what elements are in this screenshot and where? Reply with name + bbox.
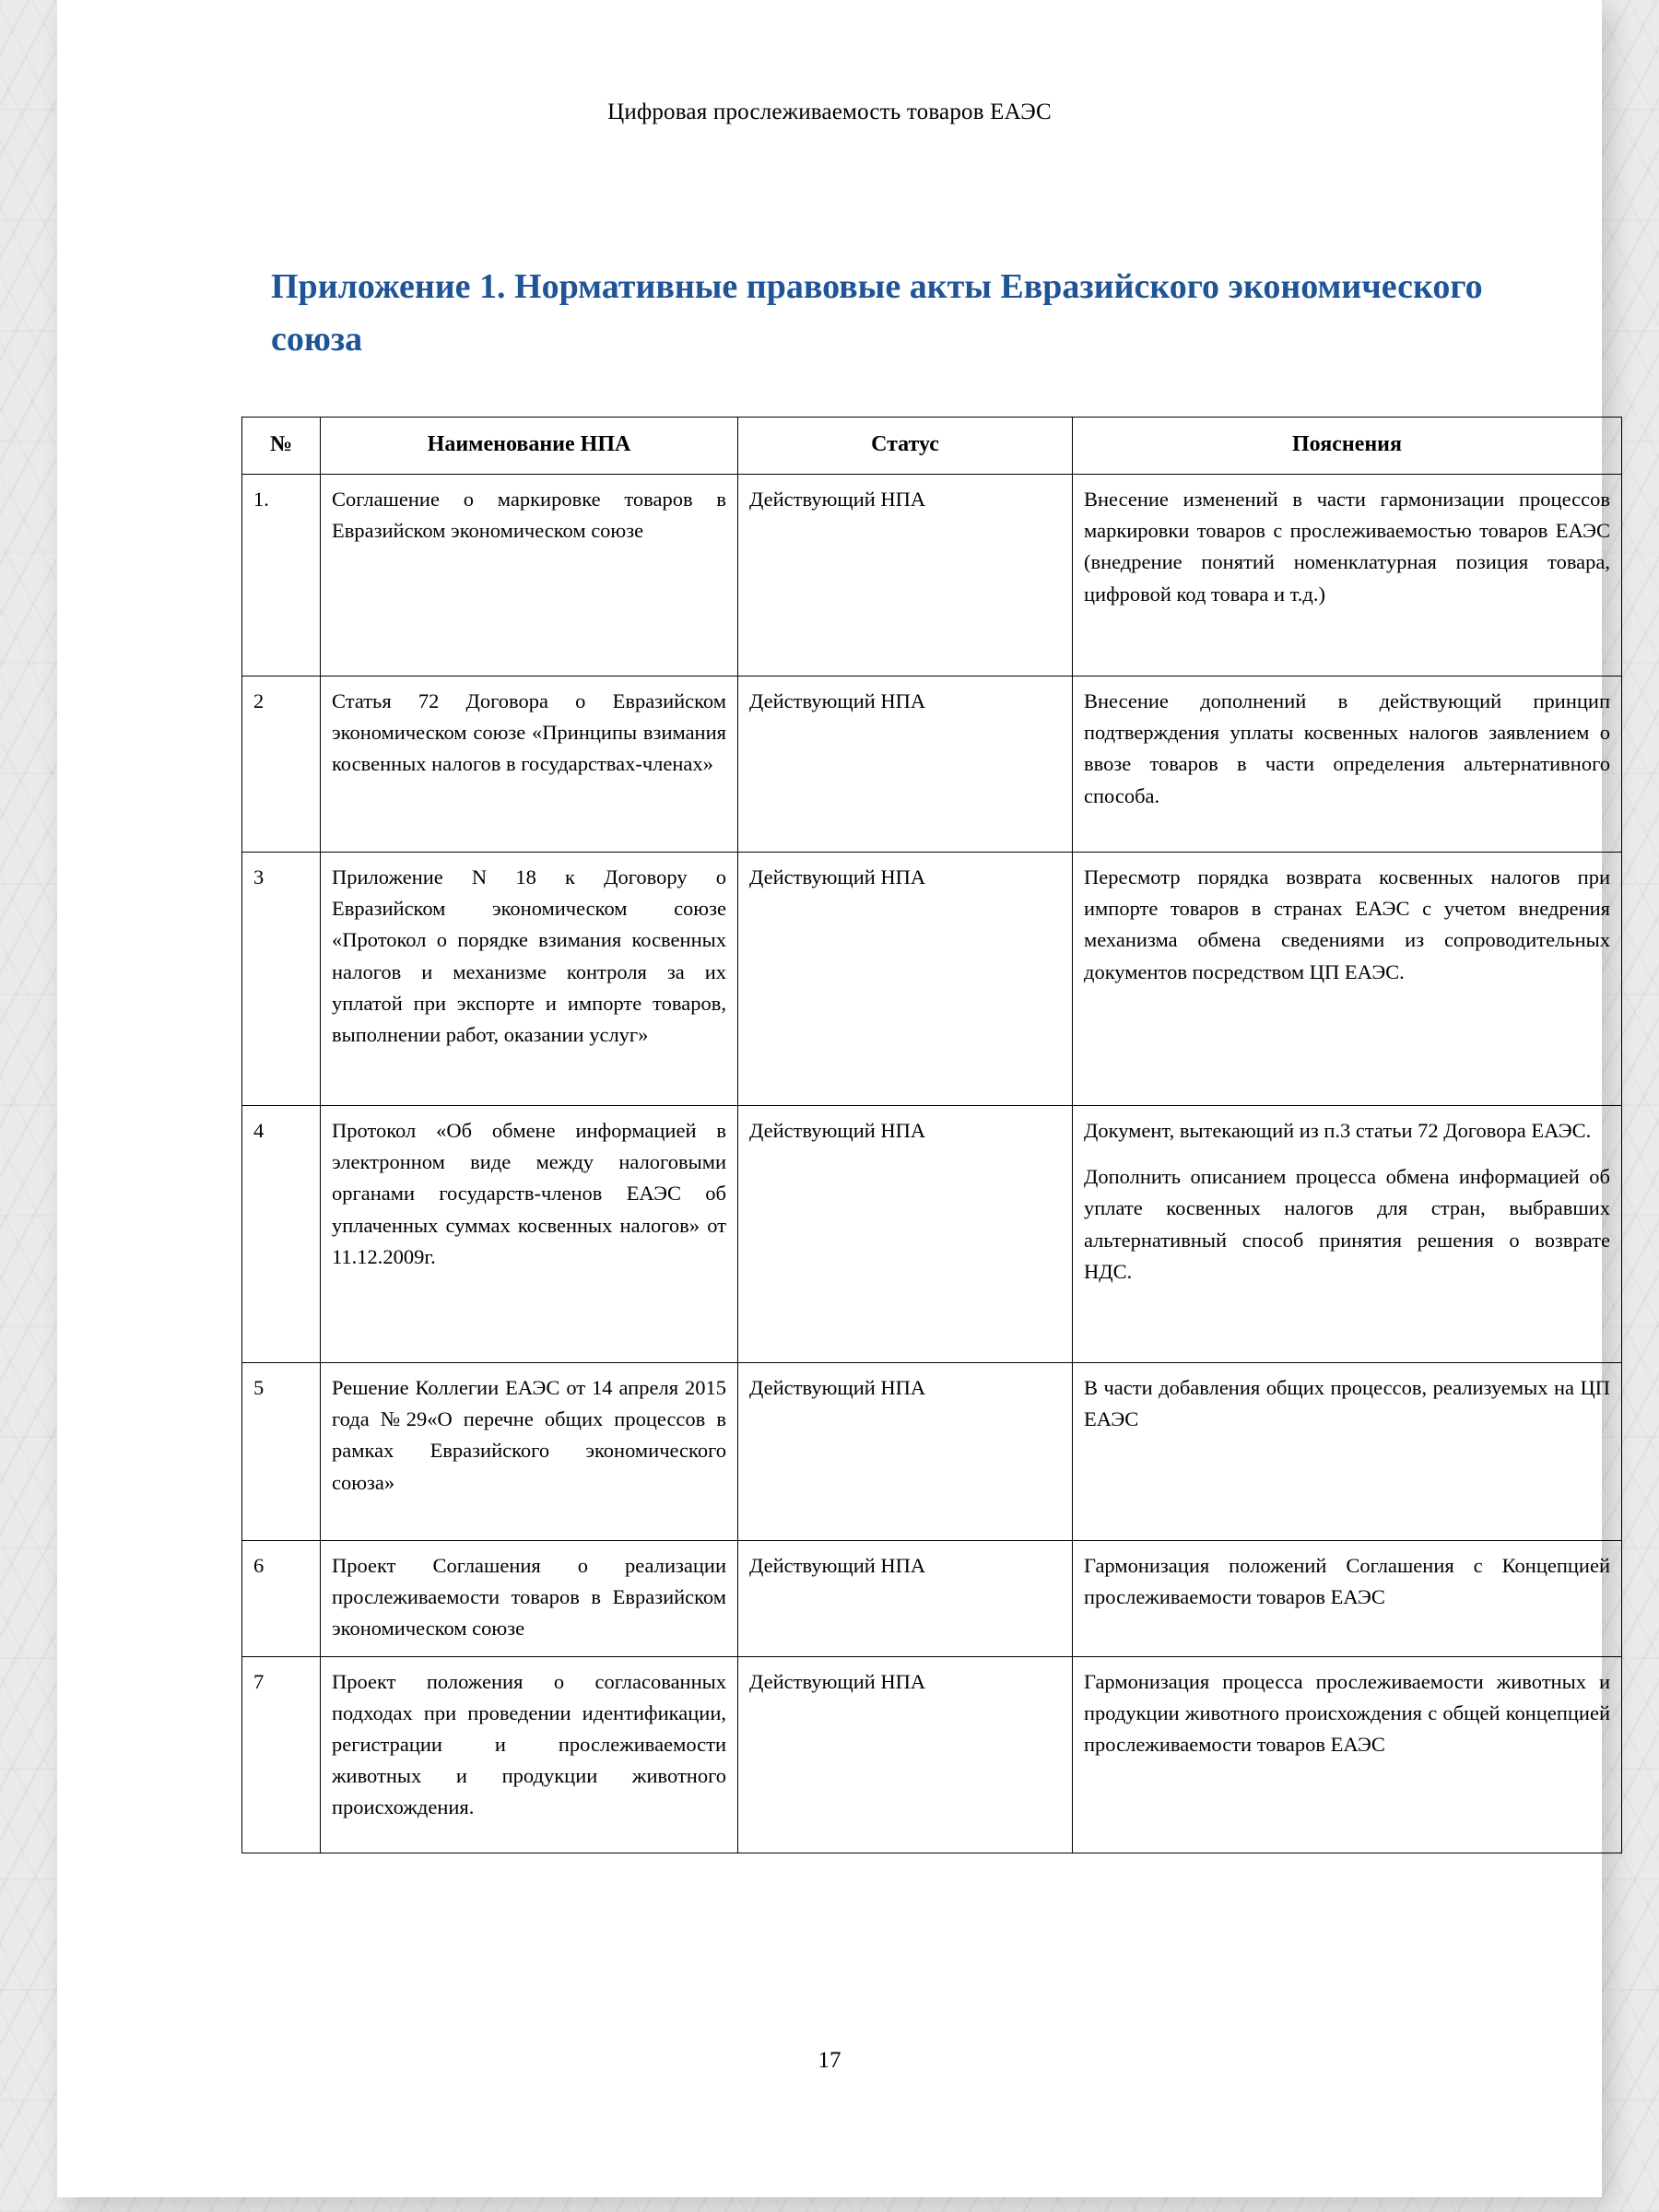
cell-status: Действующий НПА bbox=[738, 1541, 1073, 1657]
cell-status: Действующий НПА bbox=[738, 1656, 1073, 1853]
table-body bbox=[242, 475, 1622, 1853]
cell-explanation: В части добавления общих процессов, реализуемых на ЦП ЕАЭС bbox=[1073, 1363, 1622, 1541]
cell-explanation: Гармонизация процесса прослеживаемости животных и продукции животного происхождения с общей концепцией прослеживаемости товаров ЕАЭС bbox=[1073, 1656, 1622, 1853]
cell-number: 6 bbox=[242, 1541, 321, 1657]
table-row bbox=[242, 1656, 1622, 1853]
cell-explanation bbox=[1073, 1106, 1622, 1363]
page-title: Приложение 1. Нормативные правовые акты Евразийского экономического союза bbox=[271, 267, 1483, 359]
column-header-number: № bbox=[242, 418, 321, 475]
cell-number: 3 bbox=[242, 853, 321, 1106]
table-row bbox=[242, 1541, 1622, 1657]
cell-status: Действующий НПА bbox=[738, 1106, 1073, 1363]
cell-name: Соглашение о маркировке товаров в Евразийском экономическом союзе bbox=[321, 475, 738, 677]
cell-name: Решение Коллегии ЕАЭС от 14 апреля 2015 года №29«О перечне общих процессов в рамках Евразийского экономического союза» bbox=[321, 1363, 738, 1541]
cell-number: 4 bbox=[242, 1106, 321, 1363]
running-header: Цифровая прослеживаемость товаров ЕАЭС bbox=[607, 100, 1052, 124]
cell-number: 7 bbox=[242, 1656, 321, 1853]
table-row bbox=[242, 1363, 1622, 1541]
cell-status: Действующий НПА bbox=[738, 677, 1073, 853]
page-number: 17 bbox=[818, 2048, 841, 2073]
cell-name: Проект положения о согласованных подходах при проведении идентификации, регистрации и прослеживаемости животных и продукции животного происхождения. bbox=[321, 1656, 738, 1853]
cell-name: Статья 72 Договора о Евразийском экономическом союзе «Принципы взимания косвенных налогов в государствах-членах» bbox=[321, 677, 738, 853]
cell-explanation: Внесение дополнений в действующий принцип подтверждения уплаты косвенных налогов заявлением о ввозе товаров в части определения альтернативного способа. bbox=[1073, 677, 1622, 853]
table-row bbox=[242, 475, 1622, 677]
cell-explanation: Пересмотр порядка возврата косвенных налогов при импорте товаров в странах ЕАЭС с учетом внедрения механизма обмена сведениями из сопроводительных документов посредством ЦП ЕАЭС. bbox=[1073, 853, 1622, 1106]
cell-explanation: Гармонизация положений Соглашения с Концепцией прослеживаемости товаров ЕАЭС bbox=[1073, 1541, 1622, 1657]
table-header-row bbox=[242, 418, 1622, 475]
cell-status: Действующий НПА bbox=[738, 853, 1073, 1106]
document-page bbox=[57, 0, 1610, 2197]
table-row bbox=[242, 853, 1622, 1106]
cell-explanation: Внесение изменений в части гармонизации процессов маркировки товаров с прослеживаемостью товаров ЕАЭС (внедрение понятий номенклатурная позиция товара, цифровой код товара и т.д.) bbox=[1073, 475, 1622, 677]
table-row bbox=[242, 1106, 1622, 1363]
column-header-name: Наименование НПА bbox=[321, 418, 738, 475]
table-row bbox=[242, 677, 1622, 853]
cell-name: Протокол «Об обмене информацией в электронном виде между налоговыми органами государств-членов ЕАЭС об уплаченных суммах косвенных налогов» от 11.12.2009г. bbox=[321, 1106, 738, 1363]
npa-table bbox=[241, 417, 1622, 1853]
cell-status: Действующий НПА bbox=[738, 1363, 1073, 1541]
cell-status: Действующий НПА bbox=[738, 475, 1073, 677]
cell-number: 2 bbox=[242, 677, 321, 853]
npa-table-container bbox=[241, 417, 1610, 1853]
cell-name: Приложение N 18 к Договору о Евразийском экономическом союзе «Протокол о порядке взимания косвенных налогов и механизме контроля за их уплатой при экспорте и импорте товаров, выполнении работ, оказании услуг» bbox=[321, 853, 738, 1106]
column-header-explanation: Пояснения bbox=[1073, 418, 1622, 475]
column-header-status: Статус bbox=[738, 418, 1073, 475]
cell-number: 1. bbox=[242, 475, 321, 677]
cell-name: Проект Соглашения о реализации прослеживаемости товаров в Евразийском экономическом союзе bbox=[321, 1541, 738, 1657]
cell-number: 5 bbox=[242, 1363, 321, 1541]
cell-explanation-paragraph-2: Дополнить описанием процесса обмена информацией об уплате косвенных налогов для стран, выбравших альтернативный способ принятия решения о возврате НДС. bbox=[1084, 1165, 1610, 1283]
table-header bbox=[242, 418, 1622, 475]
cell-explanation-paragraph-1: Документ, вытекающий из п.3 статьи 72 Договора ЕАЭС. bbox=[1084, 1119, 1592, 1142]
